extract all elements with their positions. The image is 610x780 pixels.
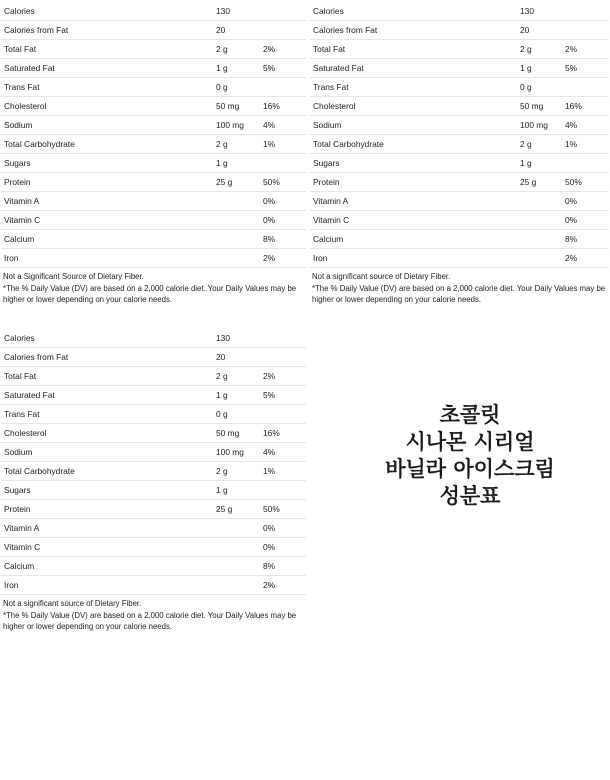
nutrient-amount: 130 <box>520 2 565 21</box>
nutrition-panel-bottom-left <box>1 329 306 633</box>
nutrient-daily-value: 16% <box>263 97 306 116</box>
nutrient-name: Sodium <box>1 116 216 135</box>
nutrient-daily-value: 2% <box>263 249 306 268</box>
nutrient-row <box>1 500 306 519</box>
nutrient-name: Vitamin C <box>1 211 216 230</box>
nutrient-row <box>1 462 306 481</box>
nutrient-name: Iron <box>310 249 520 268</box>
nutrient-name: Protein <box>1 173 216 192</box>
nutrient-name: Calories <box>1 329 216 348</box>
nutrient-amount: 0 g <box>216 78 263 97</box>
nutrient-name: Calcium <box>310 230 520 249</box>
nutrient-name: Total Fat <box>1 367 216 386</box>
note-line: higher or lower depending on your calorie needs. <box>3 295 173 304</box>
nutrient-name: Calories <box>310 2 520 21</box>
nutrient-row <box>1 576 306 595</box>
nutrient-daily-value <box>263 21 306 40</box>
nutrient-row <box>310 116 609 135</box>
nutrient-daily-value: 0% <box>565 211 609 230</box>
nutrient-daily-value: 4% <box>263 116 306 135</box>
nutrition-table <box>1 329 306 595</box>
nutrient-row <box>1 40 306 59</box>
nutrient-daily-value: 4% <box>263 443 306 462</box>
nutrient-daily-value: 50% <box>565 173 609 192</box>
nutrient-daily-value: 16% <box>565 97 609 116</box>
nutrient-amount <box>520 230 565 249</box>
nutrient-row <box>310 173 609 192</box>
nutrient-daily-value: 2% <box>565 249 609 268</box>
nutrient-row <box>1 230 306 249</box>
nutrient-amount: 100 mg <box>216 116 263 135</box>
nutrient-row <box>1 211 306 230</box>
nutrient-amount: 2 g <box>520 135 565 154</box>
title-line: 성분표 <box>439 484 501 508</box>
nutrient-name: Saturated Fat <box>1 59 216 78</box>
nutrient-name: Total Fat <box>1 40 216 59</box>
title-line: 시나몬 시리얼 <box>405 430 535 454</box>
nutrient-daily-value <box>263 481 306 500</box>
nutrient-amount <box>520 192 565 211</box>
nutrient-name: Calories from Fat <box>310 21 520 40</box>
title-line: 바닐라 아이스크림 <box>385 457 555 481</box>
nutrient-amount: 1 g <box>520 154 565 173</box>
nutrient-row <box>1 135 306 154</box>
nutrient-row <box>310 40 609 59</box>
nutrient-name: Iron <box>1 249 216 268</box>
nutrient-daily-value: 8% <box>263 230 306 249</box>
nutrient-daily-value: 0% <box>263 519 306 538</box>
nutrient-row <box>1 386 306 405</box>
note-line: *The % Daily Value (DV) are based on a 2,000 calorie diet. Your Daily Values may be <box>3 610 297 620</box>
nutrient-daily-value <box>263 2 306 21</box>
nutrient-daily-value <box>263 78 306 97</box>
nutrient-amount <box>520 249 565 268</box>
nutrient-name: Saturated Fat <box>1 386 216 405</box>
nutrient-daily-value: 2% <box>565 40 609 59</box>
note-line: *The % Daily Value (DV) are based on a 2,000 calorie diet. Your Daily Values may be <box>3 283 297 293</box>
nutrient-row <box>1 481 306 500</box>
nutrient-name: Sugars <box>1 481 216 500</box>
nutrient-daily-value <box>565 21 609 40</box>
nutrient-row <box>1 329 306 348</box>
nutrient-daily-value <box>263 154 306 173</box>
nutrient-row <box>1 367 306 386</box>
nutrient-amount: 1 g <box>520 59 565 78</box>
nutrient-row <box>1 192 306 211</box>
nutrient-name: Total Carbohydrate <box>1 135 216 154</box>
nutrient-daily-value: 50% <box>263 500 306 519</box>
note-line: higher or lower depending on your calorie needs. <box>3 622 173 631</box>
nutrient-name: Saturated Fat <box>310 59 520 78</box>
nutrient-row <box>310 211 609 230</box>
nutrient-amount <box>216 230 263 249</box>
nutrient-daily-value: 5% <box>263 386 306 405</box>
nutrient-daily-value: 0% <box>263 538 306 557</box>
nutrient-amount: 50 mg <box>216 97 263 116</box>
nutrient-daily-value: 2% <box>263 576 306 595</box>
nutrient-row <box>1 97 306 116</box>
nutrient-daily-value: 0% <box>263 192 306 211</box>
nutrient-row <box>1 173 306 192</box>
nutrient-daily-value: 0% <box>565 192 609 211</box>
nutrient-amount: 0 g <box>520 78 565 97</box>
nutrient-row <box>1 443 306 462</box>
nutrient-name: Sodium <box>310 116 520 135</box>
nutrient-daily-value: 1% <box>263 135 306 154</box>
nutrient-amount: 100 mg <box>216 443 263 462</box>
nutrient-row <box>310 78 609 97</box>
nutrient-name: Total Carbohydrate <box>310 135 520 154</box>
nutrient-amount: 2 g <box>520 40 565 59</box>
nutrient-daily-value: 50% <box>263 173 306 192</box>
nutrient-amount: 1 g <box>216 154 263 173</box>
nutrient-row <box>1 557 306 576</box>
nutrient-name: Vitamin A <box>1 192 216 211</box>
nutrient-daily-value <box>565 154 609 173</box>
nutrient-row <box>310 2 609 21</box>
nutrient-amount: 0 g <box>216 405 263 424</box>
nutrition-notes <box>310 271 609 306</box>
nutrient-row <box>1 348 306 367</box>
nutrition-panel-top-right <box>310 2 609 306</box>
nutrient-name: Cholesterol <box>1 97 216 116</box>
nutrient-row <box>1 2 306 21</box>
nutrition-table <box>310 2 609 268</box>
note-line: Not a Significant Source of Dietary Fiber. <box>3 272 144 281</box>
nutrient-name: Vitamin C <box>1 538 216 557</box>
nutrient-daily-value: 16% <box>263 424 306 443</box>
nutrient-row <box>1 154 306 173</box>
nutrient-amount <box>216 557 263 576</box>
nutrient-name: Sodium <box>1 443 216 462</box>
nutrient-amount: 130 <box>216 2 263 21</box>
nutrient-row <box>310 192 609 211</box>
nutrient-daily-value: 0% <box>263 211 306 230</box>
nutrition-notes <box>1 598 306 633</box>
note-line: Not a significant source of Dietary Fiber. <box>3 599 142 608</box>
nutrition-notes <box>1 271 306 306</box>
nutrient-name: Total Fat <box>310 40 520 59</box>
nutrient-row <box>310 135 609 154</box>
nutrient-row <box>310 97 609 116</box>
nutrient-name: Cholesterol <box>310 97 520 116</box>
nutrient-name: Cholesterol <box>1 424 216 443</box>
nutrient-daily-value: 4% <box>565 116 609 135</box>
nutrient-name: Total Carbohydrate <box>1 462 216 481</box>
nutrient-amount: 1 g <box>216 481 263 500</box>
nutrition-table <box>1 2 306 268</box>
nutrient-daily-value: 5% <box>565 59 609 78</box>
nutrient-name: Sugars <box>1 154 216 173</box>
note-line: *The % Daily Value (DV) are based on a 2,000 calorie diet. Your Daily Values may be <box>312 283 606 293</box>
nutrient-row <box>310 249 609 268</box>
nutrient-name: Trans Fat <box>1 405 216 424</box>
nutrient-row <box>1 21 306 40</box>
nutrition-panel-top-left <box>1 2 306 306</box>
nutrient-daily-value <box>263 348 306 367</box>
nutrient-amount <box>216 211 263 230</box>
nutrient-row <box>1 405 306 424</box>
nutrient-amount <box>216 249 263 268</box>
nutrient-amount: 2 g <box>216 40 263 59</box>
nutrient-name: Vitamin A <box>1 519 216 538</box>
nutrient-name: Vitamin A <box>310 192 520 211</box>
nutrient-name: Calories <box>1 2 216 21</box>
nutrient-daily-value: 1% <box>565 135 609 154</box>
nutrient-amount: 2 g <box>216 462 263 481</box>
nutrient-amount <box>216 576 263 595</box>
nutrient-name: Protein <box>310 173 520 192</box>
nutrient-amount <box>216 192 263 211</box>
note-line: higher or lower depending on your calorie needs. <box>312 295 482 304</box>
nutrient-row <box>1 519 306 538</box>
nutrient-amount: 1 g <box>216 386 263 405</box>
nutrient-name: Trans Fat <box>310 78 520 97</box>
nutrient-daily-value <box>263 405 306 424</box>
nutrient-amount: 50 mg <box>520 97 565 116</box>
nutrient-name: Calcium <box>1 557 216 576</box>
product-title-block <box>330 402 610 510</box>
nutrient-amount: 20 <box>520 21 565 40</box>
nutrient-daily-value: 8% <box>565 230 609 249</box>
nutrient-name: Calories from Fat <box>1 348 216 367</box>
nutrient-name: Iron <box>1 576 216 595</box>
nutrient-row <box>1 538 306 557</box>
nutrient-amount <box>216 519 263 538</box>
note-line: Not a significant source of Dietary Fiber. <box>312 272 451 281</box>
nutrient-row <box>1 78 306 97</box>
nutrient-name: Sugars <box>310 154 520 173</box>
nutrient-daily-value: 8% <box>263 557 306 576</box>
nutrient-amount: 2 g <box>216 135 263 154</box>
nutrient-amount: 20 <box>216 21 263 40</box>
nutrient-row <box>1 424 306 443</box>
nutrient-daily-value: 5% <box>263 59 306 78</box>
nutrient-amount: 25 g <box>216 173 263 192</box>
nutrient-amount: 2 g <box>216 367 263 386</box>
nutrient-row <box>310 21 609 40</box>
nutrient-name: Trans Fat <box>1 78 216 97</box>
nutrient-amount: 100 mg <box>520 116 565 135</box>
nutrient-row <box>1 59 306 78</box>
nutrient-amount: 25 g <box>520 173 565 192</box>
nutrient-amount: 20 <box>216 348 263 367</box>
nutrient-daily-value: 2% <box>263 40 306 59</box>
nutrient-name: Protein <box>1 500 216 519</box>
nutrient-amount <box>520 211 565 230</box>
nutrient-amount: 50 mg <box>216 424 263 443</box>
nutrient-daily-value: 2% <box>263 367 306 386</box>
nutrient-amount: 130 <box>216 329 263 348</box>
title-line: 초콜릿 <box>439 403 501 427</box>
nutrient-amount: 25 g <box>216 500 263 519</box>
nutrient-row <box>1 116 306 135</box>
nutrient-name: Calcium <box>1 230 216 249</box>
nutrient-amount <box>216 538 263 557</box>
nutrient-daily-value <box>565 2 609 21</box>
nutrient-daily-value <box>263 329 306 348</box>
nutrient-name: Vitamin C <box>310 211 520 230</box>
nutrient-row <box>310 230 609 249</box>
nutrient-name: Calories from Fat <box>1 21 216 40</box>
nutrient-row <box>310 154 609 173</box>
nutrient-row <box>310 59 609 78</box>
nutrient-daily-value: 1% <box>263 462 306 481</box>
nutrient-daily-value <box>565 78 609 97</box>
nutrient-row <box>1 249 306 268</box>
nutrient-amount: 1 g <box>216 59 263 78</box>
